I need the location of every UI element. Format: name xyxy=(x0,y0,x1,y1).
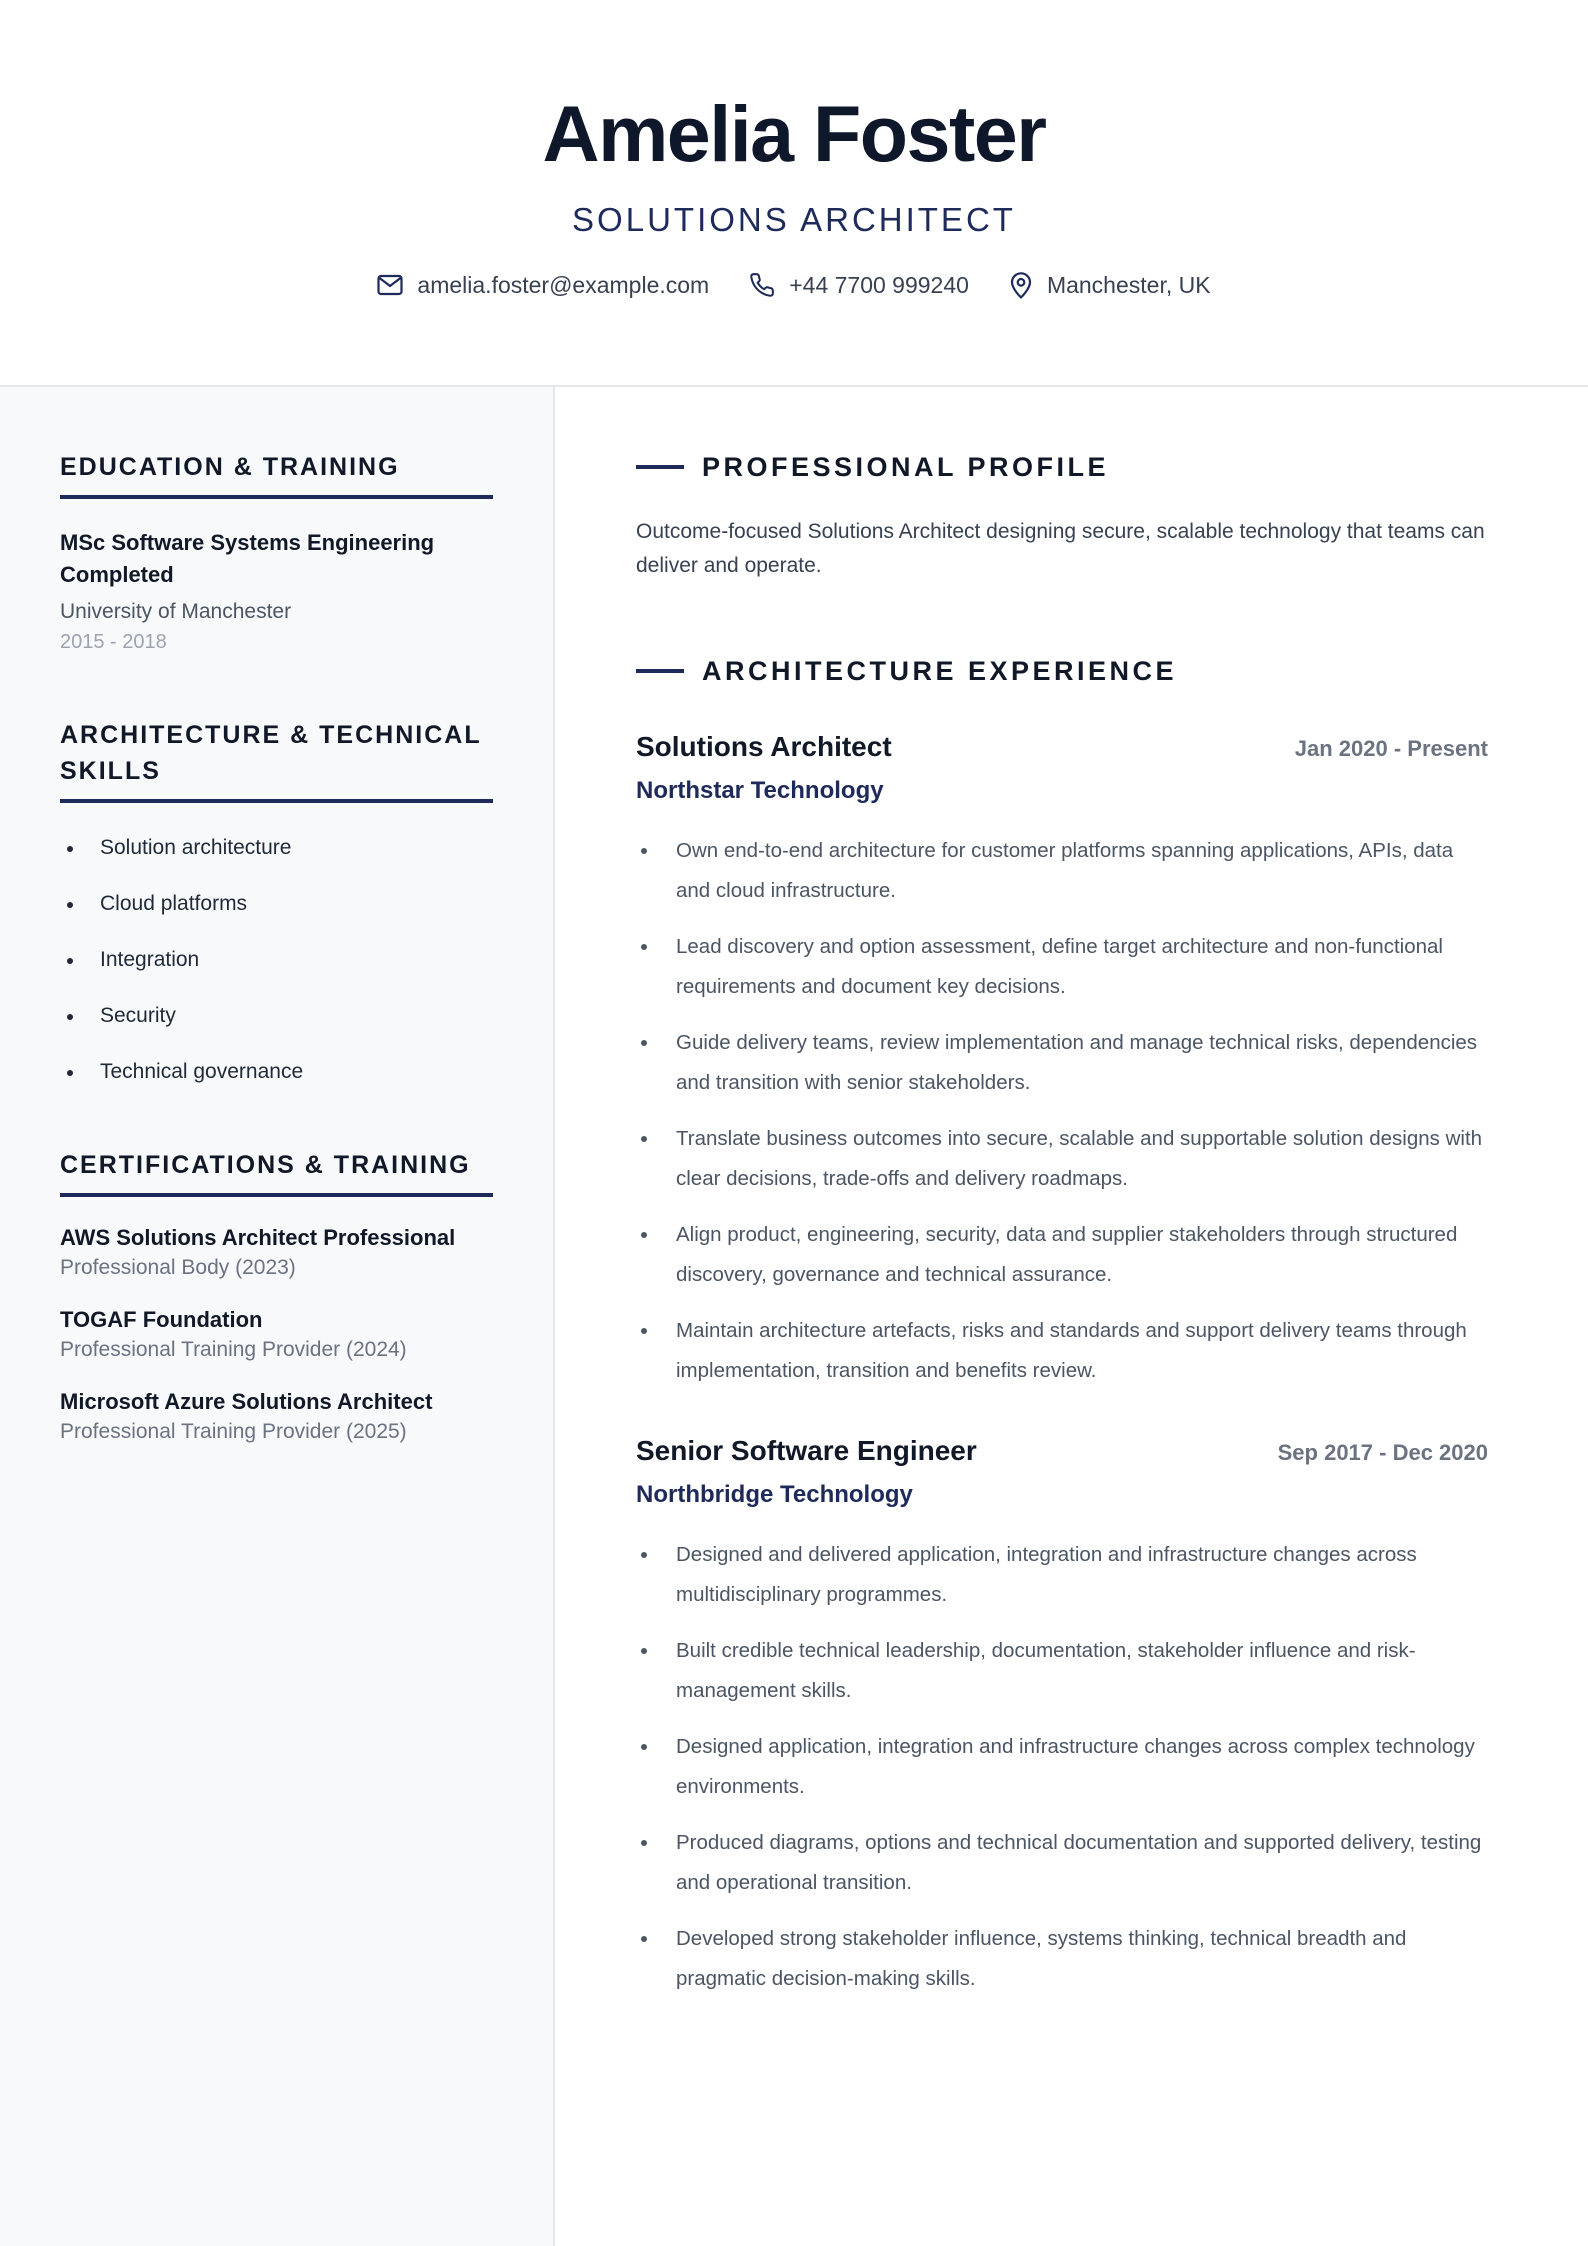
job-header xyxy=(636,729,1488,765)
certification-item xyxy=(60,1223,493,1283)
skills-list xyxy=(60,833,493,1087)
education-heading: EDUCATION & TRAINING xyxy=(60,449,493,499)
certification-item xyxy=(60,1305,493,1365)
job-bullet: Translate business outcomes into secure, scalable and supportable solution designs with clear decisions, trade-offs and delivery roadmaps. xyxy=(636,1119,1488,1199)
candidate-title: SOLUTIONS ARCHITECT xyxy=(572,201,1016,238)
profile-summary: Outcome-focused Solutions Architect designing secure, scalable technology that teams can deliver and operate. xyxy=(636,520,1485,577)
job-bullet: Developed strong stakeholder influence, systems thinking, technical breadth and pragmatic decision-making skills. xyxy=(636,1919,1488,1999)
skill-item: Integration xyxy=(60,945,493,975)
job-bullet: Own end-to-end architecture for customer platforms spanning applications, APIs, data and cloud infrastructure. xyxy=(636,831,1488,911)
experience-heading-text: ARCHITECTURE EXPERIENCE xyxy=(702,656,1178,686)
education-school: University of Manchester xyxy=(60,600,292,623)
job-bullet: Maintain architecture artefacts, risks and standards and support delivery teams through implementation, transition and benefits review. xyxy=(636,1311,1488,1391)
sidebar xyxy=(0,387,555,2246)
job-bullet: Designed and delivered application, integration and infrastructure changes across multidisciplinary programmes. xyxy=(636,1535,1488,1615)
certification-org: Professional Training Provider (2025) xyxy=(60,1420,407,1443)
certification-org: Professional Training Provider (2024) xyxy=(60,1338,407,1361)
job-bullets xyxy=(636,831,1488,1391)
certification-name: TOGAF Foundation xyxy=(60,1307,263,1332)
experience-section xyxy=(636,653,1488,1999)
profile-heading-text: PROFESSIONAL PROFILE xyxy=(702,452,1110,482)
mail-icon xyxy=(377,274,403,296)
contact-location-text: Manchester, UK xyxy=(1046,272,1211,298)
education-dates: 2015 - 2018 xyxy=(60,631,167,653)
job-bullet: Lead discovery and option assessment, define target architecture and non-functional requirements and document key decisions. xyxy=(636,927,1488,1007)
skill-item: Security xyxy=(60,1001,493,1031)
experience-heading xyxy=(636,653,1488,689)
job-header xyxy=(636,1433,1488,1469)
skill-item: Cloud platforms xyxy=(60,889,493,919)
job-bullet: Align product, engineering, security, data and supplier stakeholders through structured discovery, governance and technical assurance. xyxy=(636,1215,1488,1295)
job-bullets xyxy=(636,1535,1488,1999)
profile-section xyxy=(636,449,1488,583)
job-bullet: Designed application, integration and infrastructure changes across complex technology environments. xyxy=(636,1727,1488,1807)
profile-heading xyxy=(636,449,1488,485)
skills-section xyxy=(60,717,493,1087)
certification-item xyxy=(60,1387,493,1447)
education-degree: MSc Software Systems Engineering Completed xyxy=(60,530,435,587)
certification-org: Professional Body (2023) xyxy=(60,1256,296,1279)
contact-phone-text: +44 7700 999240 xyxy=(789,272,969,298)
education-section xyxy=(60,449,493,657)
skills-heading: ARCHITECTURE & TECHNICAL SKILLS xyxy=(60,717,493,803)
job-entry xyxy=(636,1433,1488,1999)
job-bullet: Built credible technical leadership, documentation, stakeholder influence and risk-management skills. xyxy=(636,1631,1488,1711)
heading-rule xyxy=(636,465,684,469)
job-bullet: Produced diagrams, options and technical documentation and supported delivery, testing and operational transition. xyxy=(636,1823,1488,1903)
job-company: Northbridge Technology xyxy=(636,1481,913,1508)
contact-phone[interactable] xyxy=(749,270,969,300)
job-bullet: Guide delivery teams, review implementation and manage technical risks, dependencies and transition with senior stakeholders. xyxy=(636,1023,1488,1103)
job-role: Senior Software Engineer xyxy=(636,1435,977,1466)
skill-item: Technical governance xyxy=(60,1057,493,1087)
resume-body xyxy=(0,387,1588,2246)
phone-icon xyxy=(749,272,775,298)
certifications-section xyxy=(60,1147,493,1447)
certification-name: AWS Solutions Architect Professional xyxy=(60,1225,456,1250)
main-content xyxy=(555,387,1588,2246)
contact-bar xyxy=(0,270,1588,300)
location-pin-icon xyxy=(1009,271,1033,299)
contact-email-text: amelia.foster@example.com xyxy=(417,272,710,298)
job-dates: Jan 2020 - Present xyxy=(1294,736,1488,761)
job-role: Solutions Architect xyxy=(636,731,892,762)
contact-email[interactable] xyxy=(377,270,709,300)
job-company: Northstar Technology xyxy=(636,777,884,804)
certification-name: Microsoft Azure Solutions Architect xyxy=(60,1389,433,1414)
skill-item: Solution architecture xyxy=(60,833,493,863)
job-dates: Sep 2017 - Dec 2020 xyxy=(1277,1440,1488,1465)
heading-rule xyxy=(636,669,684,673)
resume-header xyxy=(0,0,1588,387)
candidate-name: Amelia Foster xyxy=(542,89,1046,178)
job-entry xyxy=(636,729,1488,1391)
contact-location xyxy=(1009,270,1211,300)
certifications-heading: CERTIFICATIONS & TRAINING xyxy=(60,1147,493,1197)
